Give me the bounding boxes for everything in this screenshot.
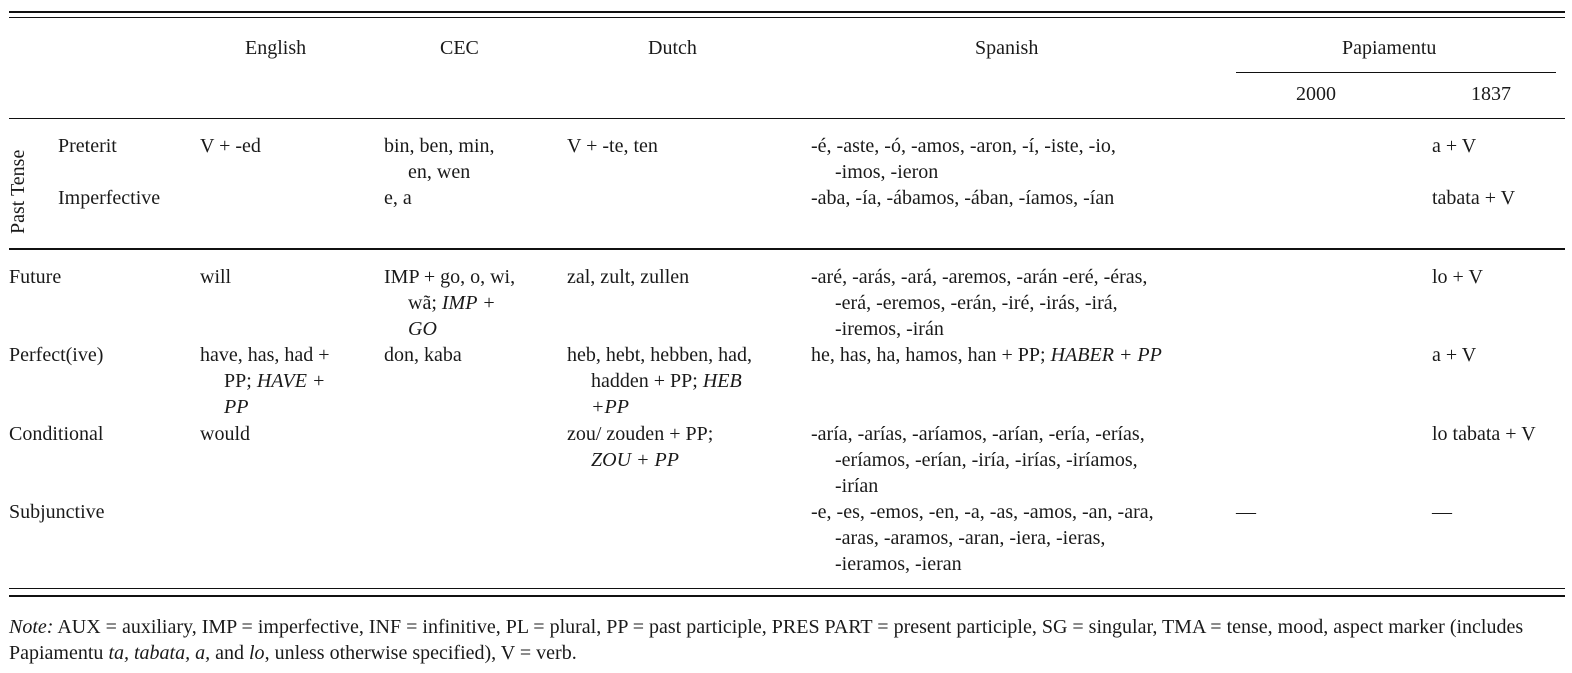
past-tense-rule: [9, 248, 1565, 250]
cell-line: [567, 394, 752, 420]
cell-preterit-english: V + -ed: [200, 135, 261, 157]
header-cec: CEC: [440, 37, 479, 59]
header-english: English: [245, 37, 307, 59]
cell-line: -erá, -eremos, -erán, -iré, -irás, -irá,: [835, 292, 1118, 314]
note-label: Note:: [9, 616, 54, 638]
cell-fragment-italic: PP: [224, 396, 249, 418]
cell-fragment: he, has, ha, hamos, han + PP;: [811, 344, 1051, 366]
cell-future-pap-1837: lo + V: [1432, 266, 1483, 288]
header-rule: [9, 118, 1565, 119]
cell-fragment: hadden + PP;: [591, 370, 703, 392]
top-rule-inner: [9, 17, 1565, 18]
cell-line: -irían: [835, 475, 879, 497]
cell-line: [384, 290, 515, 316]
cell-future-spanish: [811, 264, 1147, 342]
row-label-future: Future: [9, 266, 62, 288]
cell-line: bin, ben, min,: [384, 135, 495, 157]
cell-line: [384, 316, 515, 342]
cell-future-english: will: [200, 266, 232, 288]
cell-imperfective-cec: e, a: [384, 187, 412, 209]
header-dutch: Dutch: [648, 37, 697, 59]
cell-perfective-pap-1837: a + V: [1432, 344, 1477, 366]
note-italic: lo: [249, 642, 265, 664]
cell-future-dutch: zal, zult, zullen: [567, 266, 690, 288]
cell-perfective-cec: don, kaba: [384, 344, 462, 366]
cell-subjunctive-spanish: [811, 499, 1154, 577]
note-text: AUX = auxiliary, IMP = imperfective, INF = infinitive, PL = plural, PP = past participle, PRES PART = present participle, SG = singular, TMA = tense, mood, aspect marker (includes Papiamentu: [9, 616, 1524, 664]
table-note: [9, 614, 1569, 666]
cell-perfective-english: [200, 342, 330, 420]
cell-future-cec: [384, 264, 515, 342]
cell-preterit-spanish: [811, 133, 1116, 185]
row-label-perfective: Perfect(ive): [9, 344, 104, 366]
cell-fragment-italic: HAVE +: [256, 370, 326, 392]
cell-line: [200, 368, 330, 394]
cell-line: [200, 394, 330, 420]
bottom-rule-outer: [9, 595, 1565, 597]
cell-line: -imos, -ieron: [835, 161, 939, 183]
cell-line: -aré, -arás, -ará, -aremos, -arán -eré, -éras,: [811, 266, 1148, 288]
cell-line: -eríamos, -erían, -iría, -irías, -iríamos,: [835, 449, 1138, 471]
cell-imperfective-pap-1837: tabata + V: [1432, 187, 1516, 209]
cell-line: -iremos, -irán: [835, 318, 944, 340]
group-label-past-tense: Past Tense: [7, 149, 29, 234]
top-rule-outer: [9, 11, 1565, 13]
cell-line: [567, 447, 713, 473]
cell-subjunctive-pap-1837: —: [1432, 501, 1452, 523]
cell-line: en, wen: [408, 161, 471, 183]
cell-line: IMP + go, o, wi,: [384, 266, 516, 288]
papiamentu-underline: [1236, 72, 1556, 73]
row-label-conditional: Conditional: [9, 423, 104, 445]
cell-fragment-italic: GO: [408, 318, 437, 340]
cell-line: zou/ zouden + PP;: [567, 423, 714, 445]
row-label-subjunctive: Subjunctive: [9, 501, 105, 523]
cell-line: -e, -es, -emos, -en, -a, -as, -amos, -an, -ara,: [811, 501, 1154, 523]
cell-line: have, has, had +: [200, 344, 330, 366]
cell-conditional-english: would: [200, 423, 250, 445]
cell-subjunctive-pap-2000: —: [1236, 501, 1256, 523]
note-text: , unless otherwise specified), V = verb.: [264, 642, 577, 664]
cell-conditional-spanish: [811, 421, 1145, 499]
cell-line: -é, -aste, -ó, -amos, -aron, -í, -iste, -io,: [811, 135, 1116, 157]
cell-fragment-italic: HEB: [702, 370, 742, 392]
cell-fragment: PP;: [224, 370, 257, 392]
cell-perfective-spanish: [811, 342, 1162, 368]
header-pap-2000: 2000: [1296, 83, 1336, 105]
cell-line: [567, 368, 752, 394]
cell-fragment: wã;: [408, 292, 442, 314]
cell-preterit-dutch: V + -te, ten: [567, 135, 658, 157]
cell-imperfective-spanish: -aba, -ía, -ábamos, -ában, -íamos, -ían: [811, 187, 1115, 209]
cell-perfective-dutch: [567, 342, 752, 420]
cell-fragment-italic: IMP +: [441, 292, 496, 314]
cell-fragment-italic: HABER + PP: [1050, 344, 1162, 366]
row-label-imperfective: Imperfective: [58, 187, 161, 209]
cell-fragment-italic: +PP: [591, 396, 629, 418]
header-pap-1837: 1837: [1471, 83, 1511, 105]
cell-preterit-cec: [384, 133, 495, 185]
row-label-preterit: Preterit: [58, 135, 117, 157]
cell-conditional-pap-1837: lo tabata + V: [1432, 423, 1536, 445]
note-italic: ta, tabata, a,: [108, 642, 211, 664]
cell-conditional-dutch: [567, 421, 713, 473]
cell-preterit-pap-1837: a + V: [1432, 135, 1477, 157]
cell-line: -aras, -aramos, -aran, -iera, -ieras,: [835, 527, 1106, 549]
header-papiamentu: Papiamentu: [1342, 37, 1437, 59]
cell-line: -aría, -arías, -aríamos, -arían, -ería, -erías,: [811, 423, 1145, 445]
note-text: and: [210, 642, 249, 664]
cell-line: heb, hebt, hebben, had,: [567, 344, 752, 366]
bottom-rule-inner: [9, 588, 1565, 589]
header-spanish: Spanish: [975, 37, 1039, 59]
cell-line: -ieramos, -ieran: [835, 553, 962, 575]
cell-fragment-italic: ZOU + PP: [591, 449, 679, 471]
